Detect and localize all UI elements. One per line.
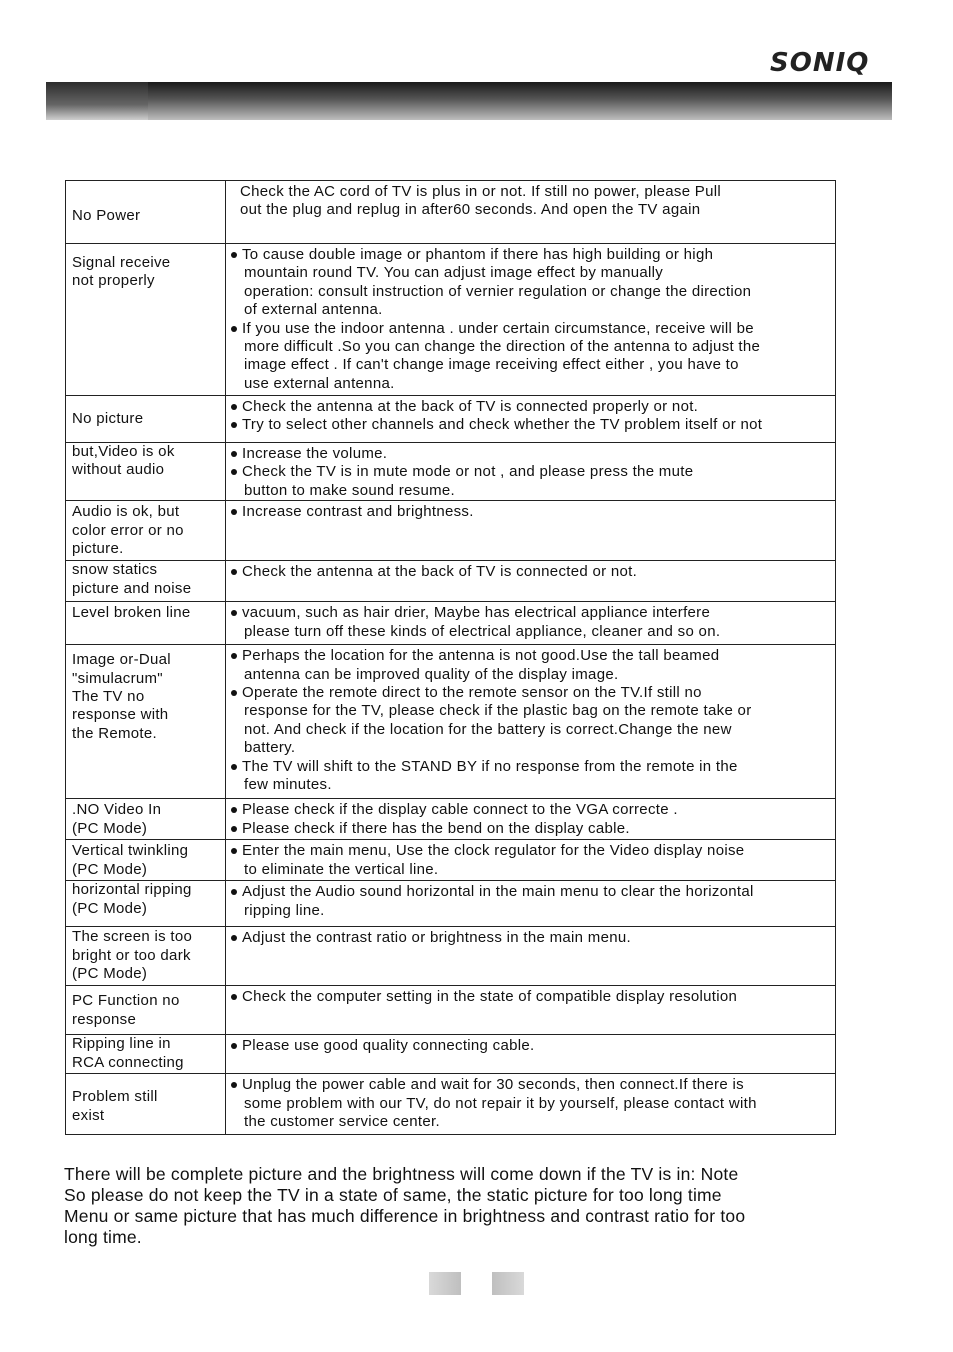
table-row [66,645,836,799]
solution-text-line: some problem with our TV, do not repair it by yourself, please contact with [244,1094,757,1112]
troubleshooting-table-body [66,181,836,1135]
problem-text-line: but,Video is ok [72,443,175,460]
solution-cell [226,927,836,986]
table-row [66,881,836,927]
solution-cell [226,799,836,840]
table-row [66,602,836,645]
table-row [66,799,836,840]
solution-bullet-line: Check the antenna at the back of TV is connected properly or not. [230,398,833,416]
problem-text-line: Ripping line in [72,1035,171,1053]
problem-text-line: (PC Mode) [72,819,148,837]
problem-cell [66,645,226,799]
table-row [66,1074,836,1135]
problem-text-line: Audio is ok, but [72,503,180,521]
problem-text-line: Problem still [72,1088,158,1106]
solution-text-line: ripping line. [244,901,325,919]
problem-text-line: response [72,1010,137,1028]
solution-text-line: of external antenna. [244,301,383,319]
problem-cell [66,927,226,986]
problem-cell [66,1035,226,1074]
solution-cell [226,986,836,1035]
problem-cell [66,561,226,602]
table-row [66,181,836,244]
solution-bullet-line: Check the computer setting in the state of compatible display resolution [230,988,833,1006]
problem-cell [66,244,226,396]
problem-text-line: No picture [72,410,144,427]
problem-text-line: (PC Mode) [72,860,148,878]
solution-bullet-line: Unplug the power cable and wait for 30 seconds, then connect.If there is [230,1076,833,1094]
table-row [66,244,836,396]
problem-cell [66,799,226,840]
problem-cell [66,840,226,881]
solution-bullet-line: Adjust the contrast ratio or brightness in the main menu. [230,929,833,947]
troubleshooting-table [65,180,836,1135]
solution-bullet-line: Check the antenna at the back of TV is connected or not. [230,563,833,581]
problem-text-line: Image or-Dual [72,651,171,669]
problem-text-line: response with [72,706,169,724]
problem-text-line: The TV no [72,688,145,706]
problem-text-line: picture. [72,540,124,558]
solution-text-line: more difficult .So you can change the direction of the antenna to adjust the [244,338,761,356]
solution-text-line: use external antenna. [244,374,395,392]
problem-text-line: The screen is too [72,928,193,946]
solution-text-line: operation: consult instruction of vernier regulation or change the direction [244,282,752,300]
solution-cell [226,1035,836,1074]
note-line: There will be complete picture and the brightness will come down if the TV is in: Note [64,1164,739,1184]
solution-bullet-line: Please use good quality connecting cable. [230,1037,833,1055]
solution-bullet-line: To cause double image or phantom if there has high building or high [230,246,833,264]
solution-bullet-line: The TV will shift to the STAND BY if no response from the remote in the [230,758,833,776]
problem-text-line: horizontal ripping [72,881,192,899]
note-paragraph [64,1164,884,1248]
problem-text-line: Vertical twinkling [72,842,189,860]
page-number-block-right [492,1272,524,1295]
problem-text-line: PC Function no [72,992,180,1010]
header-accent-block [46,82,148,120]
note-line: So please do not keep the TV in a state of same, the static picture for too long time [64,1185,722,1205]
problem-cell [66,602,226,645]
solution-bullet-line: Operate the remote direct to the remote sensor on the TV.If still no [230,684,833,702]
brand-logo: SONIQ [770,48,870,78]
solution-bullet-line: vacuum, such as hair drier, Maybe has electrical appliance interfere [230,604,833,622]
solution-bullet-line: Perhaps the location for the antenna is not good.Use the tall beamed [230,647,833,665]
solution-cell [226,501,836,561]
solution-text-line: antenna can be improved quality of the display image. [244,665,619,683]
solution-cell [226,396,836,443]
solution-cell [226,443,836,501]
problem-text-line: Signal receive [72,254,171,271]
problem-cell [66,396,226,443]
solution-text-line: button to make sound resume. [244,481,456,499]
problem-text-line: .NO Video In [72,801,162,819]
solution-bullet-line: Enter the main menu, Use the clock regulator for the Video display noise [230,842,833,860]
table-row [66,1035,836,1074]
solution-text-line: the customer service center. [244,1113,440,1131]
problem-text-line: snow statics [72,561,158,579]
solution-text-line: image effect . If can't change image receiving effect either , you have to [244,356,739,374]
solution-cell [226,181,836,244]
solution-text-line: to eliminate the vertical line. [244,860,439,878]
solution-text-line: Check the AC cord of TV is plus in or not. If still no power, please Pull [240,183,722,200]
table-row [66,501,836,561]
problem-text-line: No Power [72,207,141,224]
problem-text-line: picture and noise [72,579,192,597]
table-row [66,840,836,881]
solution-bullet-line: Please check if there has the bend on the display cable. [230,820,833,838]
problem-text-line: the Remote. [72,724,158,742]
solution-bullet-line: Try to select other channels and check whether the TV problem itself or not [230,416,833,434]
solution-bullet-line: Please check if the display cable connect to the VGA correcte . [230,801,833,819]
solution-text-line: response for the TV, please check if the plastic bag on the remote take or [244,702,752,720]
solution-cell [226,602,836,645]
problem-text-line: without audio [72,461,165,479]
problem-text-line: (PC Mode) [72,899,148,917]
solution-cell [226,645,836,799]
solution-text-line: please turn off these kinds of electrical appliance, cleaner and so on. [244,622,721,640]
note-line: long time. [64,1227,142,1247]
solution-bullet-line: Increase contrast and brightness. [230,503,833,521]
problem-cell [66,443,226,501]
solution-text-line: out the plug and replug in after60 seconds. And open the TV again [240,201,701,219]
problem-text-line: "simulacrum" [72,669,163,687]
problem-text-line: (PC Mode) [72,965,148,983]
note-line: Menu or same picture that has much difference in brightness and contrast ratio for too [64,1206,746,1226]
solution-text-line: mountain round TV. You can adjust image effect by manually [244,264,664,282]
solution-text-line: battery. [244,739,296,757]
problem-cell [66,1074,226,1135]
problem-text-line: exist [72,1106,105,1124]
problem-text-line: RCA connecting [72,1053,184,1071]
problem-cell [66,181,226,244]
problem-cell [66,986,226,1035]
solution-cell [226,1074,836,1135]
solution-cell [226,881,836,927]
table-row [66,561,836,602]
problem-cell [66,501,226,561]
solution-cell [226,244,836,396]
table-row [66,927,836,986]
solution-bullet-line: Check the TV is in mute mode or not , and please press the mute [230,463,833,481]
solution-cell [226,561,836,602]
problem-text-line: Level broken line [72,604,191,622]
solution-cell [226,840,836,881]
solution-text-line: not. And check if the location for the battery is correct.Change the new [244,720,732,738]
table-row [66,396,836,443]
problem-text-line: color error or no [72,521,184,539]
problem-text-line: bright or too dark [72,946,191,964]
header-bar [46,82,892,120]
solution-bullet-line: Increase the volume. [230,445,833,463]
problem-cell [66,881,226,927]
solution-text-line: few minutes. [244,776,332,794]
table-row [66,443,836,501]
page-number-block-left [429,1272,461,1295]
solution-bullet-line: If you use the indoor antenna . under certain circumstance, receive will be [230,320,833,338]
problem-text-line: not properly [72,272,155,290]
table-row [66,986,836,1035]
solution-bullet-line: Adjust the Audio sound horizontal in the main menu to clear the horizontal [230,883,833,901]
